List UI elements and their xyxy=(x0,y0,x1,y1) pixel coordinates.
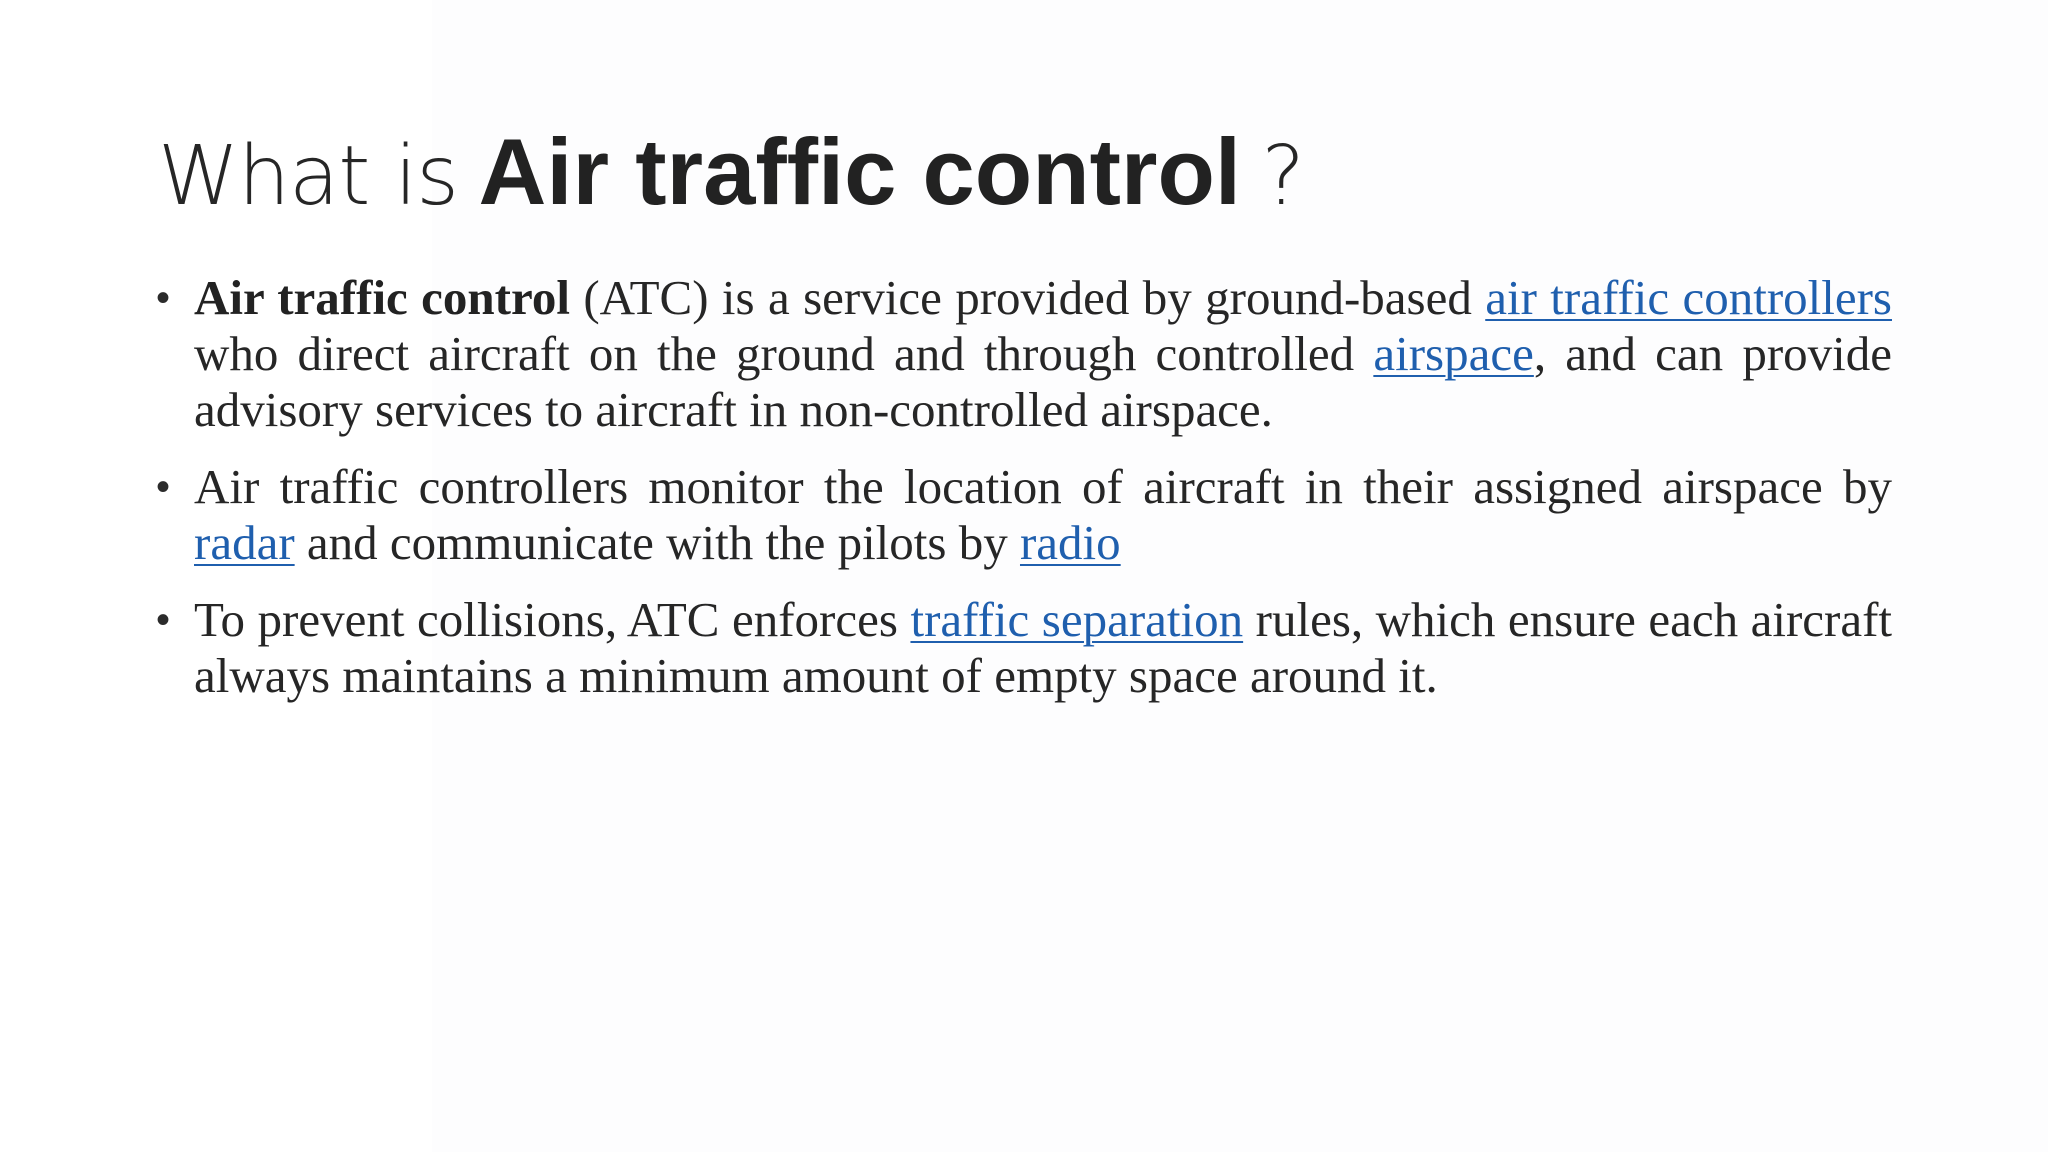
link-radar[interactable]: radar xyxy=(194,515,295,570)
bullet-item-3 xyxy=(156,592,1892,704)
bullet-dot: • xyxy=(156,465,171,509)
bullet-text: rules, which ensure each aircraft always maintains a minimum amount of empty space around it. xyxy=(194,592,1893,703)
link-airspace[interactable]: airspace xyxy=(1373,326,1534,381)
bullet-text: To prevent collisions, ATC enforces xyxy=(194,592,898,647)
link-traffic-separation[interactable]: traffic separation xyxy=(910,592,1244,647)
bullet-text: Air traffic controllers monitor the location of aircraft in their assigned airspace by xyxy=(194,459,1892,514)
bold-term: Air traffic control xyxy=(194,270,570,325)
title-emphasis: Air traffic control xyxy=(478,119,1242,224)
link-radio[interactable]: radio xyxy=(1019,515,1121,570)
link-air-traffic-controllers[interactable]: air traffic controllers xyxy=(1485,270,1892,325)
bullet-list xyxy=(156,270,1892,725)
title-prefix: What is xyxy=(158,129,459,224)
bullet-item-2 xyxy=(156,459,1892,571)
title-suffix: ? xyxy=(1261,129,1305,224)
slide-title xyxy=(158,112,1304,264)
bullet-dot: • xyxy=(156,276,171,320)
bullet-item-1 xyxy=(156,270,1892,438)
bullet-dot: • xyxy=(156,598,171,642)
bullet-text: who direct aircraft on the ground and through controlled xyxy=(194,326,1355,381)
bullet-text: (ATC) is a service provided by ground-based xyxy=(583,270,1472,325)
bullet-text: and communicate with the pilots by xyxy=(306,515,1008,570)
bullet-text: , and can provide advisory services to aircraft in non-controlled airspace. xyxy=(194,326,1893,437)
